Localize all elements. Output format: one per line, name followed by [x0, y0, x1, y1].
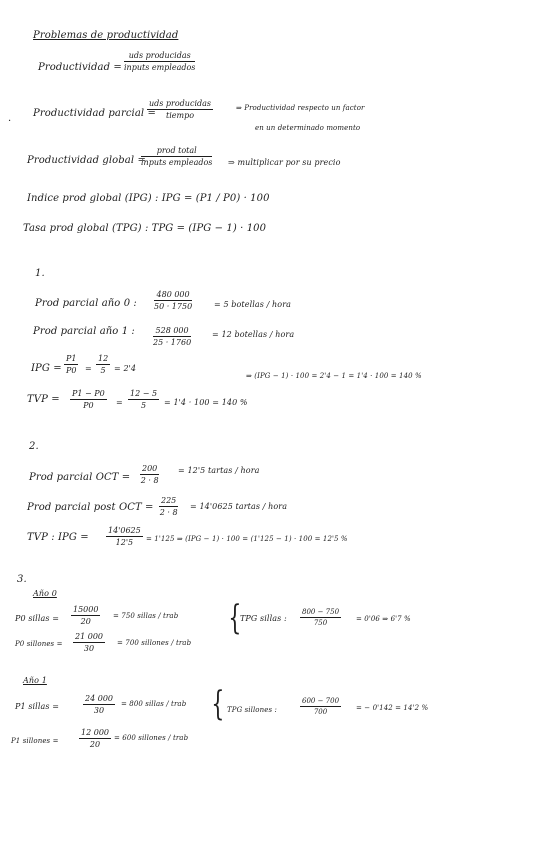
p1-year1-result: = 12 botellas / hora — [212, 330, 295, 339]
p1-ipg-fraction-1-denominator: P0 — [66, 366, 77, 375]
global-label: Productividad global = — [27, 155, 146, 166]
p3-tpg-sillones-denominator: 700 — [313, 708, 328, 716]
parcial-fraction — [147, 99, 213, 120]
p1-tvp-fraction-1-numerator: P1 − P0 — [72, 389, 105, 398]
p3-year1-sillones-numerator: 12 000 — [81, 728, 109, 737]
p1-year0-fraction — [154, 290, 192, 311]
p3-year1-sillones-fraction — [79, 728, 111, 749]
p3-tpg-sillas-label: TPG sillas : — [240, 614, 287, 623]
p2-post-result: = 14'0625 tartas / hora — [190, 502, 288, 511]
p3-year1-sillones-label: P1 sillones = — [11, 737, 59, 745]
p2-tvp-fraction — [106, 526, 143, 547]
p3-year1-sillas-label: P1 sillas = — [15, 702, 60, 711]
global-numerator: prod total — [141, 146, 212, 157]
p1-ipg-fraction-2-numerator: 12 — [98, 354, 109, 363]
p3-year0-sillas-denominator: 20 — [80, 617, 91, 626]
p3-tpg-sillas-fraction — [300, 608, 341, 627]
p1-ipg-fraction-1-numerator: P1 — [66, 354, 77, 363]
p1-year1-label: Prod parcial año 1 : — [33, 326, 135, 337]
productividad-fraction — [124, 51, 195, 72]
margin-dot: · — [8, 116, 12, 127]
p2-post-numerator: 225 — [161, 496, 177, 505]
p3-year0-sillones-numerator: 21 000 — [75, 632, 103, 641]
p1-year0-result: = 5 botellas / hora — [214, 300, 292, 309]
p3-year1-title: Año 1 — [23, 676, 47, 685]
productividad-denominator: inputs empleados — [124, 63, 196, 72]
p1-ipg-fraction-1 — [64, 354, 78, 375]
p1-year1-numerator: 528 000 — [153, 326, 191, 337]
p3-year0-sillones-result: = 700 sillones / trab — [117, 639, 192, 647]
p2-tvp-result: = 1'125 ⇒ (IPG − 1) · 100 = (1'125 − 1) · 100 = 12'5 % — [146, 535, 348, 543]
productividad-label: Productividad = — [38, 62, 122, 73]
global-denominator: inputs empleados — [141, 158, 213, 167]
p3-year0-sillones-label: P0 sillones = — [15, 640, 63, 648]
p1-year1-denominator: 25 · 1760 — [153, 338, 192, 347]
p3-year1-sillas-denominator: 30 — [93, 706, 105, 715]
p3-tpg-sillones-numerator: 600 − 700 — [302, 697, 340, 705]
p3-year0-sillas-result: = 750 sillas / trab — [113, 612, 179, 620]
p3-year1-sillas-numerator: 24 000 — [85, 694, 113, 703]
p3-brace-2: { — [211, 684, 225, 724]
parcial-numerator: uds producidas — [149, 99, 211, 108]
p3-year1-sillones-result: = 600 sillones / trab — [114, 734, 189, 742]
p3-year0-sillas-label: P0 sillas = — [15, 614, 60, 623]
p1-ipg-fraction-2 — [96, 354, 110, 375]
p2-pre-denominator: 2 · 8 — [140, 476, 159, 485]
p3-year1-sillas-fraction — [83, 694, 115, 715]
p1-year1-fraction — [153, 326, 191, 347]
p1-tvp-fraction-1 — [70, 389, 107, 410]
problem-3-number: 3. — [17, 574, 27, 585]
p1-tvp-fraction-2 — [128, 389, 159, 410]
p3-tpg-sillas-numerator: 800 − 750 — [302, 608, 340, 616]
global-note: ⇒ multiplicar por su precio — [228, 158, 341, 167]
p3-year0-sillas-numerator: 15000 — [73, 605, 99, 614]
p1-tvp-fraction-2-numerator: 12 − 5 — [130, 389, 158, 398]
global-fraction — [141, 146, 212, 167]
p2-pre-label: Prod parcial OCT = — [29, 472, 131, 483]
p3-year1-sillones-denominator: 20 — [89, 740, 101, 749]
p2-tvp-label: TVP : IPG = — [27, 532, 89, 543]
parcial-denominator: tiempo — [165, 111, 195, 120]
p2-tvp-denominator: 12'5 — [115, 538, 134, 547]
p1-ipg-label: IPG = — [31, 363, 62, 374]
p2-tvp-numerator: 14'0625 — [108, 526, 141, 535]
p1-ipg-equals: = — [85, 364, 92, 373]
p3-tpg-sillones-fraction — [300, 697, 341, 716]
p2-post-label: Prod parcial post OCT = — [27, 502, 154, 513]
p1-ipg-result: = 2'4 — [114, 364, 137, 373]
problem-2-number: 2. — [29, 441, 39, 452]
p1-year0-numerator: 480 000 — [154, 290, 192, 301]
p3-brace-1: { — [228, 598, 242, 638]
p3-year0-title: Año 0 — [33, 589, 57, 598]
indice-formula: Indice prod global (IPG) : IPG = (P1 / P0) · 100 — [27, 193, 270, 204]
p2-pre-fraction — [140, 464, 159, 485]
parcial-note-2: en un determinado momento — [255, 124, 361, 132]
p3-tpg-sillas-denominator: 750 — [313, 619, 328, 627]
problem-1-number: 1. — [35, 268, 45, 279]
p2-pre-result: = 12'5 tartas / hora — [178, 466, 260, 475]
p1-tvp-label: TVP = — [27, 394, 60, 405]
p1-ipg-fraction-2-denominator: 5 — [100, 366, 106, 375]
p3-tpg-sillones-label: TPG sillones : — [227, 706, 277, 714]
p1-tvp-fraction-2-denominator: 5 — [140, 401, 147, 410]
p1-tvp-fraction-1-denominator: P0 — [83, 401, 94, 410]
p3-year0-sillones-denominator: 30 — [83, 644, 95, 653]
p3-year0-sillones-fraction — [73, 632, 105, 653]
p1-side-note: ⇒ (IPG − 1) · 100 = 2'4 − 1 = 1'4 · 100 = 140 % — [246, 372, 422, 380]
p2-pre-numerator: 200 — [142, 464, 158, 473]
p1-tvp-equals: = — [116, 398, 123, 407]
p1-tvp-result: = 1'4 · 100 = 140 % — [164, 398, 248, 407]
parcial-label: Productividad parcial = — [33, 108, 156, 119]
p3-tpg-sillas-result: = 0'06 ⇒ 6'7 % — [356, 615, 411, 623]
tasa-formula: Tasa prod global (TPG) : TPG = (IPG − 1) · 100 — [23, 223, 267, 234]
p3-year1-sillas-result: = 800 sillas / trab — [121, 700, 187, 708]
p1-year0-label: Prod parcial año 0 : — [35, 298, 137, 309]
productividad-numerator: uds producidas — [124, 51, 195, 62]
p2-post-denominator: 2 · 8 — [159, 508, 178, 517]
p3-tpg-sillones-result: = − 0'142 = 14'2 % — [356, 704, 429, 712]
p2-post-fraction — [159, 496, 178, 517]
p1-year0-denominator: 50 · 1750 — [154, 302, 193, 311]
p3-year0-sillas-fraction — [71, 605, 100, 626]
parcial-note-1: ⇒ Productividad respecto un factor — [236, 104, 365, 112]
page-title: Problemas de productividad — [33, 30, 179, 41]
